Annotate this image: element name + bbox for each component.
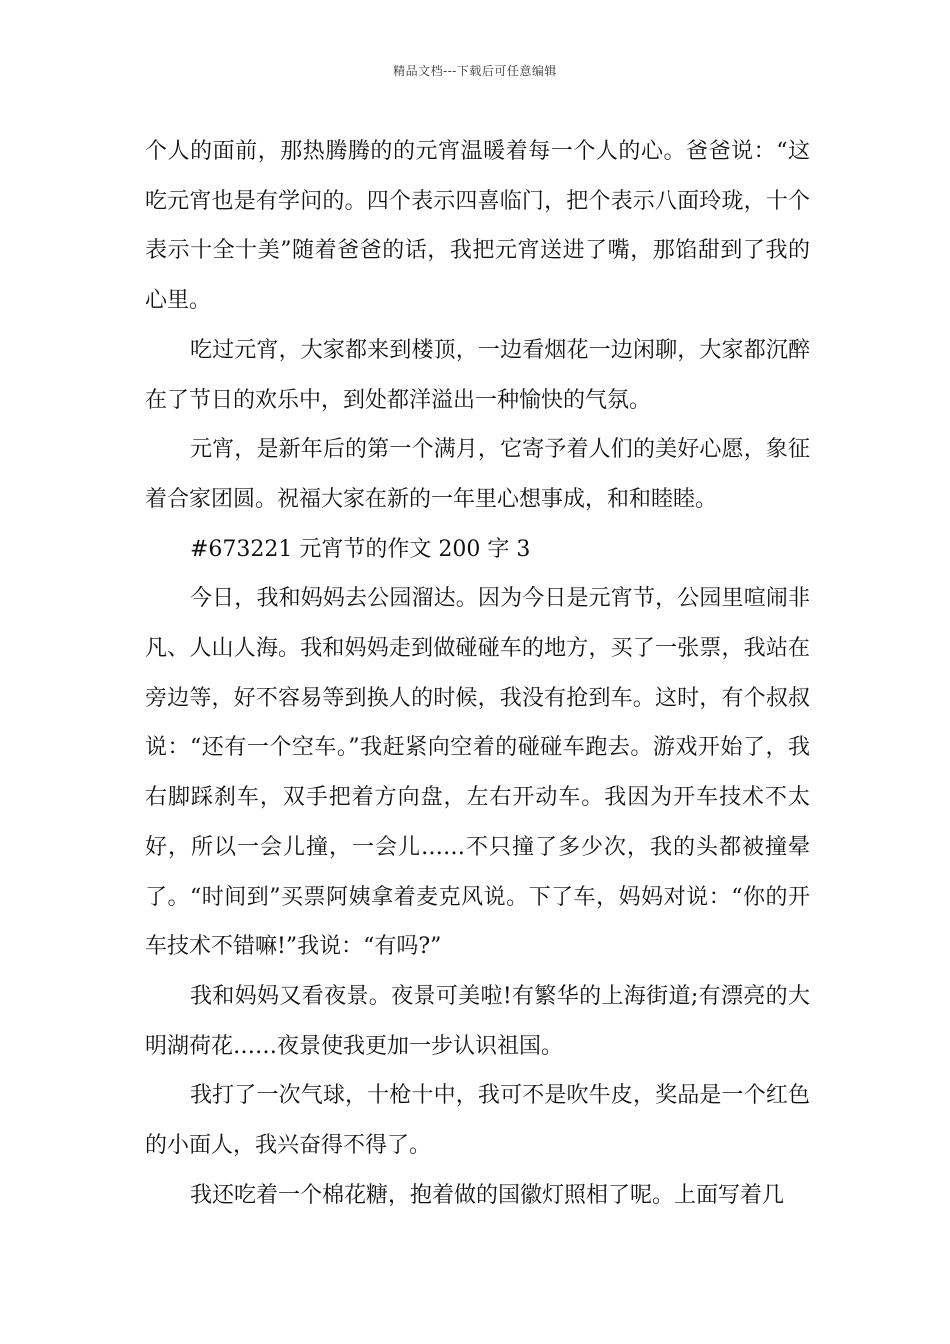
paragraph-continuation: 个人的面前，那热腾腾的的元宵温暖着每一个人的心。爸爸说：“这吃元宵也是有学问的。四个表示四喜临门，把个表示八面玲珑，十个表示十全十美”随着爸爸的话，我把元宵送进了嘴，那馅甜到了我的心里。	[145, 139, 810, 314]
paragraph: 今日，我和妈妈去公园溜达。因为今日是元宵节，公园里喧闹非凡、人山人海。我和妈妈走到做碰碰车的地方，买了一张票，我站在旁边等，好不容易等到换人的时候，我没有抢到车。这时，有个叔叔说：“还有一个空车。”我赶紧向空着的碰碰车跑去。游戏开始了，我右脚踩刹车，双手把着方向盘，左右开动车。我因为开车技术不太好，所以一会儿撞，一会儿……不只撞了多少次，我的头都被撞晕了。“时间到”买票阿姨拿着麦克风说。下了车，妈妈对说：“你的开车技术不错嘛!”我说：“有吗?”	[145, 586, 810, 960]
page-header: 精品文档---下载后可任意编辑	[393, 64, 557, 78]
paragraph: 我和妈妈又看夜景。夜景可美啦!有繁华的上海街道;有漂亮的大明湖荷花……夜景使我更加一步认识祖国。	[145, 983, 810, 1059]
document-body	[145, 127, 810, 1220]
paragraph: 我打了一次气球，十枪十中，我可不是吹牛皮，奖品是一个红色的小面人，我兴奋得不得了。	[145, 1083, 810, 1159]
paragraph: 我还吃着一个棉花糖，抱着做的国徽灯照相了呢。上面写着几	[190, 1182, 785, 1208]
paragraph: 吃过元宵，大家都来到楼顶，一边看烟花一边闲聊，大家都沉醉在了节日的欢乐中，到处都洋溢出一种愉快的气氛。	[145, 337, 810, 413]
section-heading: #673221 元宵节的作文 200 字 3	[190, 536, 531, 562]
paragraph: 元宵，是新年后的第一个满月，它寄予着人们的美好心愿，象征着合家团圆。祝福大家在新的一年里心想事成，和和睦睦。	[145, 437, 810, 512]
